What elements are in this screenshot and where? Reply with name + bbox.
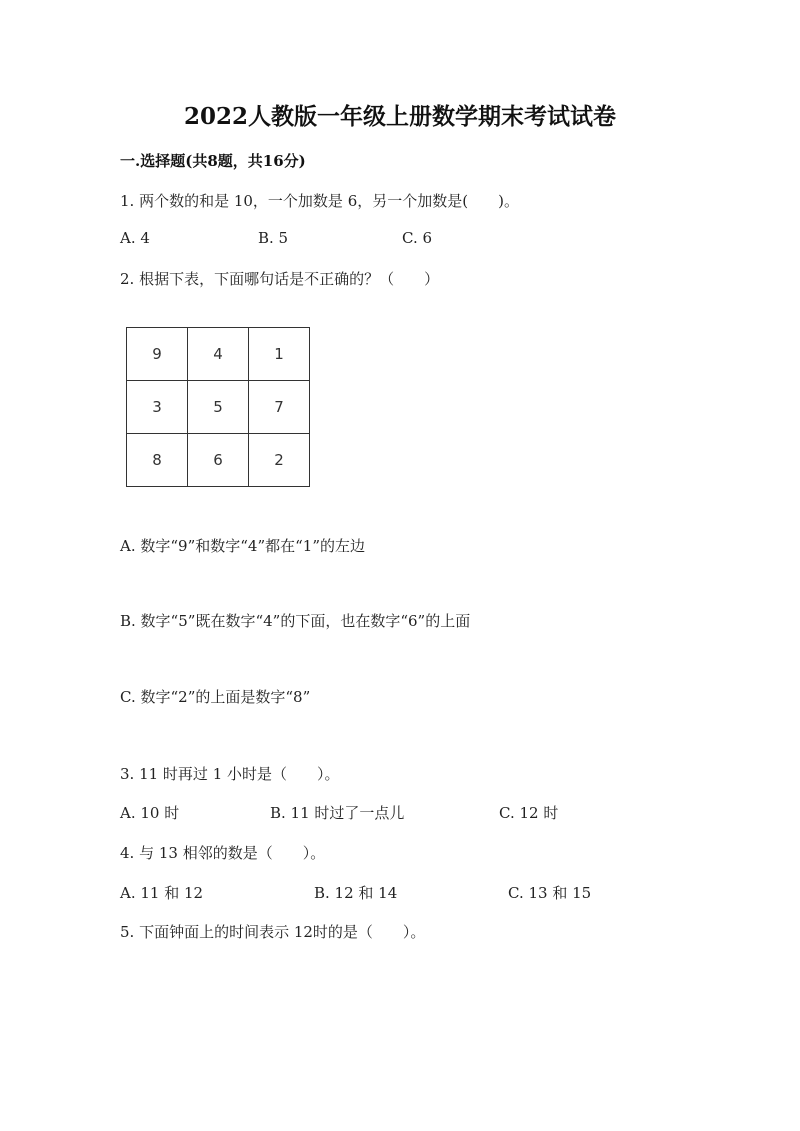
table-row — [127, 434, 310, 487]
question-3-option-c: C. 12 时 — [499, 804, 559, 822]
section-heading-choice: 一.选择题(共8题，共16分) — [120, 152, 306, 170]
question-1-option-c: C. 6 — [402, 229, 433, 247]
table-cell: 3 — [127, 381, 188, 434]
table-cell: 6 — [188, 434, 249, 487]
question-5-text: 5. 下面钟面上的时间表示 12时的是（ ）。 — [120, 923, 426, 941]
question-2-option-c: C. 数字“2”的上面是数字“8” — [120, 688, 311, 706]
number-grid-table — [126, 327, 310, 487]
table-cell: 9 — [127, 328, 188, 381]
table-cell: 5 — [188, 381, 249, 434]
question-2-option-a: A. 数字“9”和数字“4”都在“1”的左边 — [120, 537, 366, 555]
table-row — [127, 381, 310, 434]
question-1-option-a: A. 4 — [120, 229, 150, 247]
question-4-text: 4. 与 13 相邻的数是（ ）。 — [120, 844, 326, 862]
question-2-text: 2. 根据下表，下面哪句话是不正确的？（ ） — [120, 270, 440, 288]
exam-title: 2022人教版一年级上册数学期末考试试卷 — [183, 103, 616, 130]
question-1-option-b: B. 5 — [258, 229, 289, 247]
question-3-option-a: A. 10 时 — [120, 804, 180, 822]
question-3-option-b: B. 11 时过了一点儿 — [270, 804, 405, 822]
question-4-option-a: A. 11 和 12 — [120, 884, 204, 902]
table-cell: 1 — [249, 328, 310, 381]
question-4-option-c: C. 13 和 15 — [508, 884, 592, 902]
table-row — [127, 328, 310, 381]
table-cell: 2 — [249, 434, 310, 487]
table-cell: 7 — [249, 381, 310, 434]
question-3-text: 3. 11 时再过 1 小时是（ ）。 — [120, 765, 340, 783]
question-1-text: 1. 两个数的和是 10，一个加数是 6，另一个加数是( )。 — [120, 192, 519, 210]
question-2-option-b: B. 数字“5”既在数字“4”的下面，也在数字“6”的上面 — [120, 612, 471, 630]
table-cell: 8 — [127, 434, 188, 487]
table-cell: 4 — [188, 328, 249, 381]
question-4-option-b: B. 12 和 14 — [314, 884, 398, 902]
